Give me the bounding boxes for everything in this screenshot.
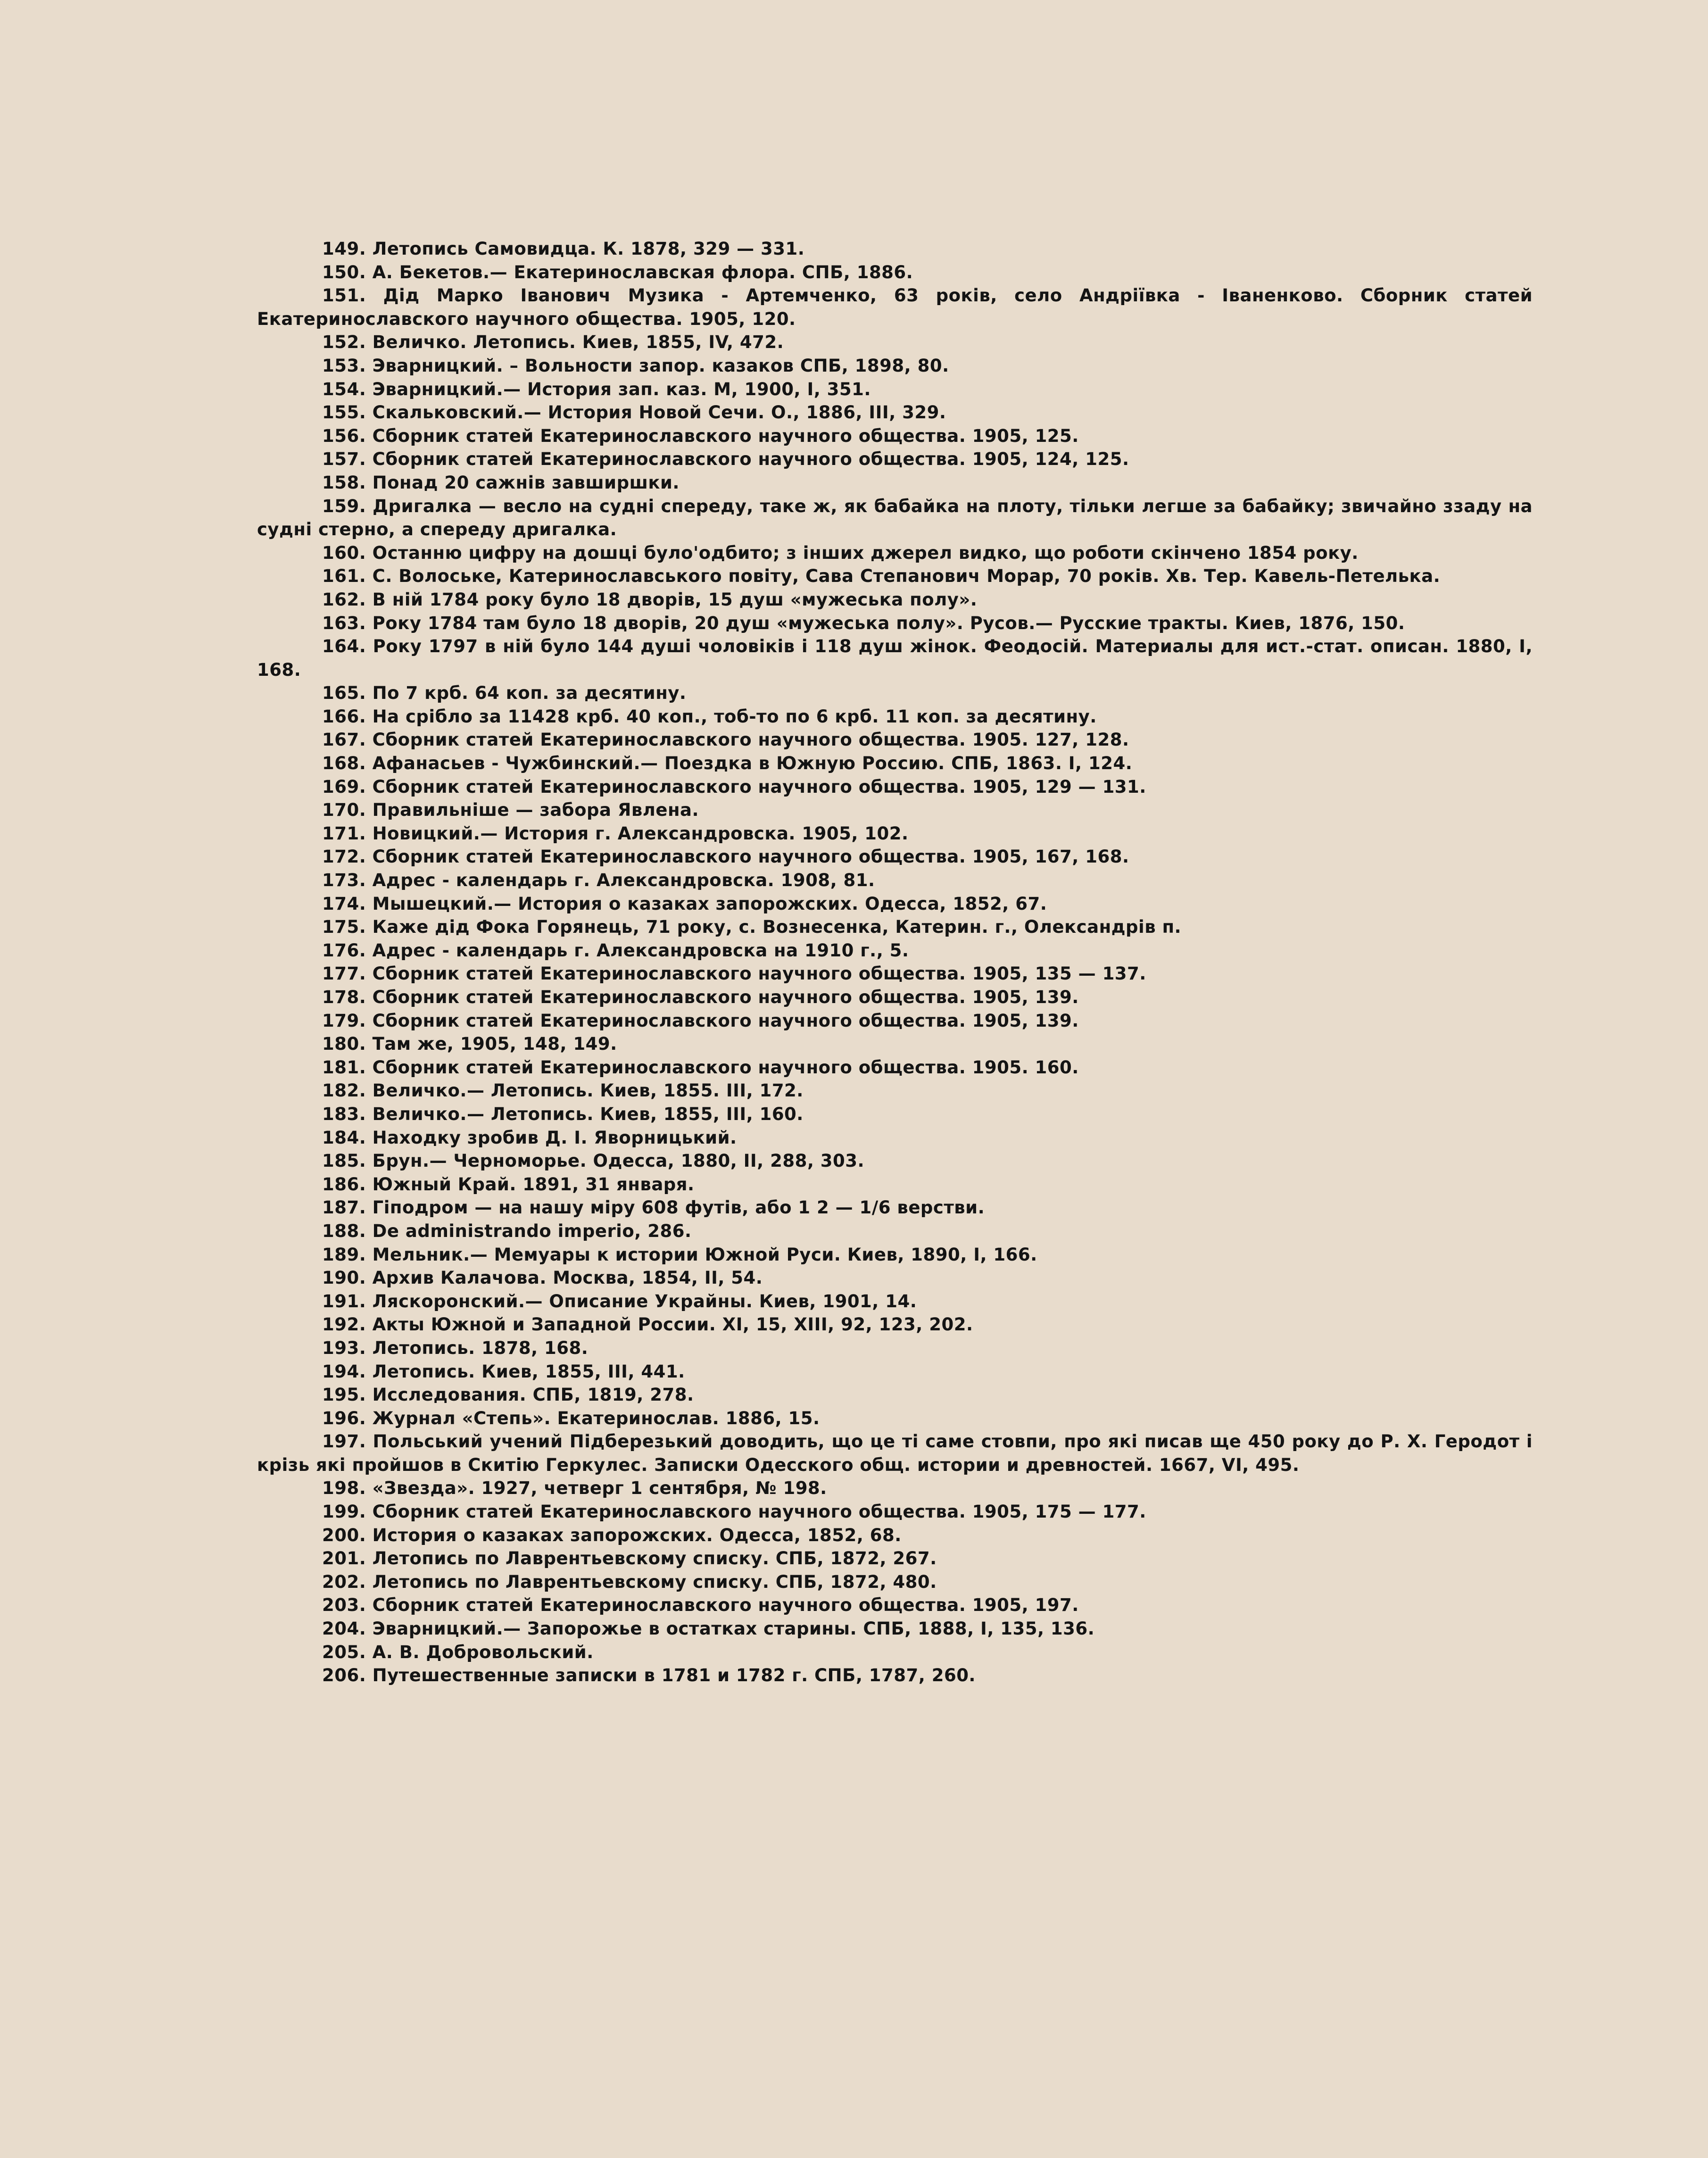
footnote-item: 161. С. Волоське, Катеринославського повіту, Сава Степанович Морар, 70 років. Хв. Тер. Кавель-Петелька. xyxy=(322,566,1441,587)
footnote-item: 206. Путешественные записки в 1781 и 1782 г. СПБ, 1787, 260. xyxy=(322,1665,976,1686)
footnote-item: 199. Сборник статей Екатеринославского научного общества. 1905, 175 — 177. xyxy=(322,1502,1146,1522)
footnote-item: 191. Ляскоронский.— Описание Украйны. Киев, 1901, 14. xyxy=(322,1291,917,1311)
footnote-item: 184. Находку зробив Д. І. Яворницький. xyxy=(322,1127,737,1148)
footnote-item: 198. «Звезда». 1927, четверг 1 сентября, № 198. xyxy=(322,1478,827,1499)
footnote-item: 163. Року 1784 там було 18 дворів, 20 душ «мужеська полу». Русов.— Русские тракты. Киев, 1876, 150. xyxy=(322,613,1405,633)
footnote-item: 179. Сборник статей Екатеринославского научного общества. 1905, 139. xyxy=(322,1010,1079,1031)
footnote-item: 176. Адрес - календарь г. Александровска на 1910 г., 5. xyxy=(322,940,909,961)
footnote-item: 205. А. В. Добровольский. xyxy=(322,1642,594,1662)
footnote-item: 177. Сборник статей Екатеринославского научного общества. 1905, 135 — 137. xyxy=(322,963,1146,984)
footnote-item: 158. Понад 20 сажнів завширшки. xyxy=(322,472,680,493)
footnote-item: 154. Эварницкий.— История зап. каз. М, 1900, I, 351. xyxy=(322,379,871,399)
footnote-item: 151. Дід Марко Іванович Музика - Артемченко, 63 років, село Андріївка - Іваненково. Сборник статей Екатеринославского научного общества. 1905, 120. xyxy=(257,285,1533,329)
footnote-item: 165. По 7 крб. 64 коп. за десятину. xyxy=(322,683,687,704)
footnote-item: 190. Архив Калачова. Москва, 1854, II, 54. xyxy=(322,1268,763,1288)
footnote-item: 197. Польський учений Підберезький доводить, що це ті саме стовпи, про які писав ще 450 року до Р. Х. Геродот і крізь які пройшов в Скитію Геркулес. Записки Одесского общ. истории и древностей. 1667, VI, 495. xyxy=(257,1431,1533,1475)
footnote-item: 167. Сборник статей Екатеринославского научного общества. 1905. 127, 128. xyxy=(322,730,1129,750)
footnote-item: 166. На срібло за 11428 крб. 40 коп., тоб-то по 6 крб. 11 коп. за десятину. xyxy=(322,706,1097,727)
footnote-item: 169. Сборник статей Екатеринославского научного общества. 1905, 129 — 131. xyxy=(322,776,1146,797)
footnote-item: 196. Журнал «Степь». Екатеринослав. 1886, 15. xyxy=(322,1408,820,1428)
footnote-item: 201. Летопись по Лаврентьевскому списку. СПБ, 1872, 267. xyxy=(322,1548,937,1569)
footnote-item: 187. Гіподром — на нашу міру 608 футів, або 1 2 — 1/6 верстви. xyxy=(322,1197,985,1218)
footnote-item: 178. Сборник статей Екатеринославского научного общества. 1905, 139. xyxy=(322,987,1079,1007)
footnote-item: 181. Сборник статей Екатеринославского научного общества. 1905. 160. xyxy=(322,1057,1079,1078)
footnote-item: 175. Каже дід Фока Горянець, 71 року, с. Вознесенка, Катерин. г., Олександрів п. xyxy=(322,917,1182,938)
footnote-item: 194. Летопись. Киев, 1855, III, 441. xyxy=(322,1361,685,1382)
footnote-item: 174. Мышецкий.— История о казаках запорожских. Одесса, 1852, 67. xyxy=(322,893,1047,914)
footnote-item: 195. Исследования. СПБ, 1819, 278. xyxy=(322,1385,694,1405)
footnote-item: 182. Величко.— Летопись. Киев, 1855. III, 172. xyxy=(322,1080,804,1101)
footnote-item: 162. В ній 1784 року було 18 дворів, 15 душ «мужеська полу». xyxy=(322,589,978,610)
footnote-item: 156. Сборник статей Екатеринославского научного общества. 1905, 125. xyxy=(322,425,1079,446)
footnote-item: 180. Там же, 1905, 148, 149. xyxy=(322,1034,617,1054)
footnote-item: 171. Новицкий.— История г. Александровска. 1905, 102. xyxy=(322,823,909,844)
footnote-item: 160. Останню цифру на дошці було'одбито; з інших джерел видко, що роботи скінчено 1854 року. xyxy=(322,542,1359,563)
footnote-item: 203. Сборник статей Екатеринославского научного общества. 1905, 197. xyxy=(322,1595,1079,1616)
footnote-item: 150. А. Бекетов.— Екатеринославская флора. СПБ, 1886. xyxy=(322,262,913,282)
footnote-item: 185. Брун.— Черноморье. Одесса, 1880, II, 288, 303. xyxy=(322,1151,865,1171)
footnote-item: 202. Летопись по Лаврентьевскому списку. СПБ, 1872, 480. xyxy=(322,1571,937,1592)
footnote-item: 186. Южный Край. 1891, 31 января. xyxy=(322,1174,695,1195)
footnote-item: 172. Сборник статей Екатеринославского научного общества. 1905, 167, 168. xyxy=(322,847,1129,867)
footnote-item: 173. Адрес - календарь г. Александровска. 1908, 81. xyxy=(322,870,875,891)
footnote-item: 159. Дригалка — весло на судні спереду, таке ж, як бабайка на плоту, тільки легше за бабайку; звичайно ззаду на судні стерно, а спереду дригалка. xyxy=(257,496,1533,540)
footnote-item: 188. De administrando imperio, 286. xyxy=(322,1220,692,1241)
footnote-item: 168. Афанасьев - Чужбинский.— Поездка в Южную Россию. СПБ, 1863. I, 124. xyxy=(322,753,1133,774)
footnotes-list xyxy=(257,237,1533,1687)
footnote-item: 149. Летопись Самовидца. К. 1878, 329 — 331. xyxy=(322,239,805,259)
footnote-item: 200. История о казаках запорожских. Одесса, 1852, 68. xyxy=(322,1525,902,1545)
footnote-item: 193. Летопись. 1878, 168. xyxy=(322,1337,589,1358)
footnote-item: 152. Величко. Летопись. Киев, 1855, IV, 472. xyxy=(322,332,784,353)
footnote-item: 192. Акты Южной и Западной России. XI, 15, XIII, 92, 123, 202. xyxy=(322,1314,973,1335)
footnote-item: 170. Правильніше — забора Явлена. xyxy=(322,800,699,821)
footnote-item: 153. Эварницкий. – Вольности запор. казаков СПБ, 1898, 80. xyxy=(322,355,949,376)
footnote-item: 155. Скальковский.— История Новой Сечи. О., 1886, III, 329. xyxy=(322,402,946,423)
footnote-item: 157. Сборник статей Екатеринославского научного общества. 1905, 124, 125. xyxy=(322,449,1129,470)
footnote-item: 189. Мельник.— Мемуары к истории Южной Руси. Киев, 1890, I, 166. xyxy=(322,1244,1037,1265)
footnote-item: 164. Року 1797 в ній було 144 душі чоловіків і 118 душ жінок. Феодосій. Материалы для ист.-стат. описан. 1880, I, 168. xyxy=(257,636,1533,680)
footnote-item: 183. Величко.— Летопись. Киев, 1855, III, 160. xyxy=(322,1104,804,1124)
footnote-item: 204. Эварницкий.— Запорожье в остатках старины. СПБ, 1888, I, 135, 136. xyxy=(322,1618,1095,1639)
